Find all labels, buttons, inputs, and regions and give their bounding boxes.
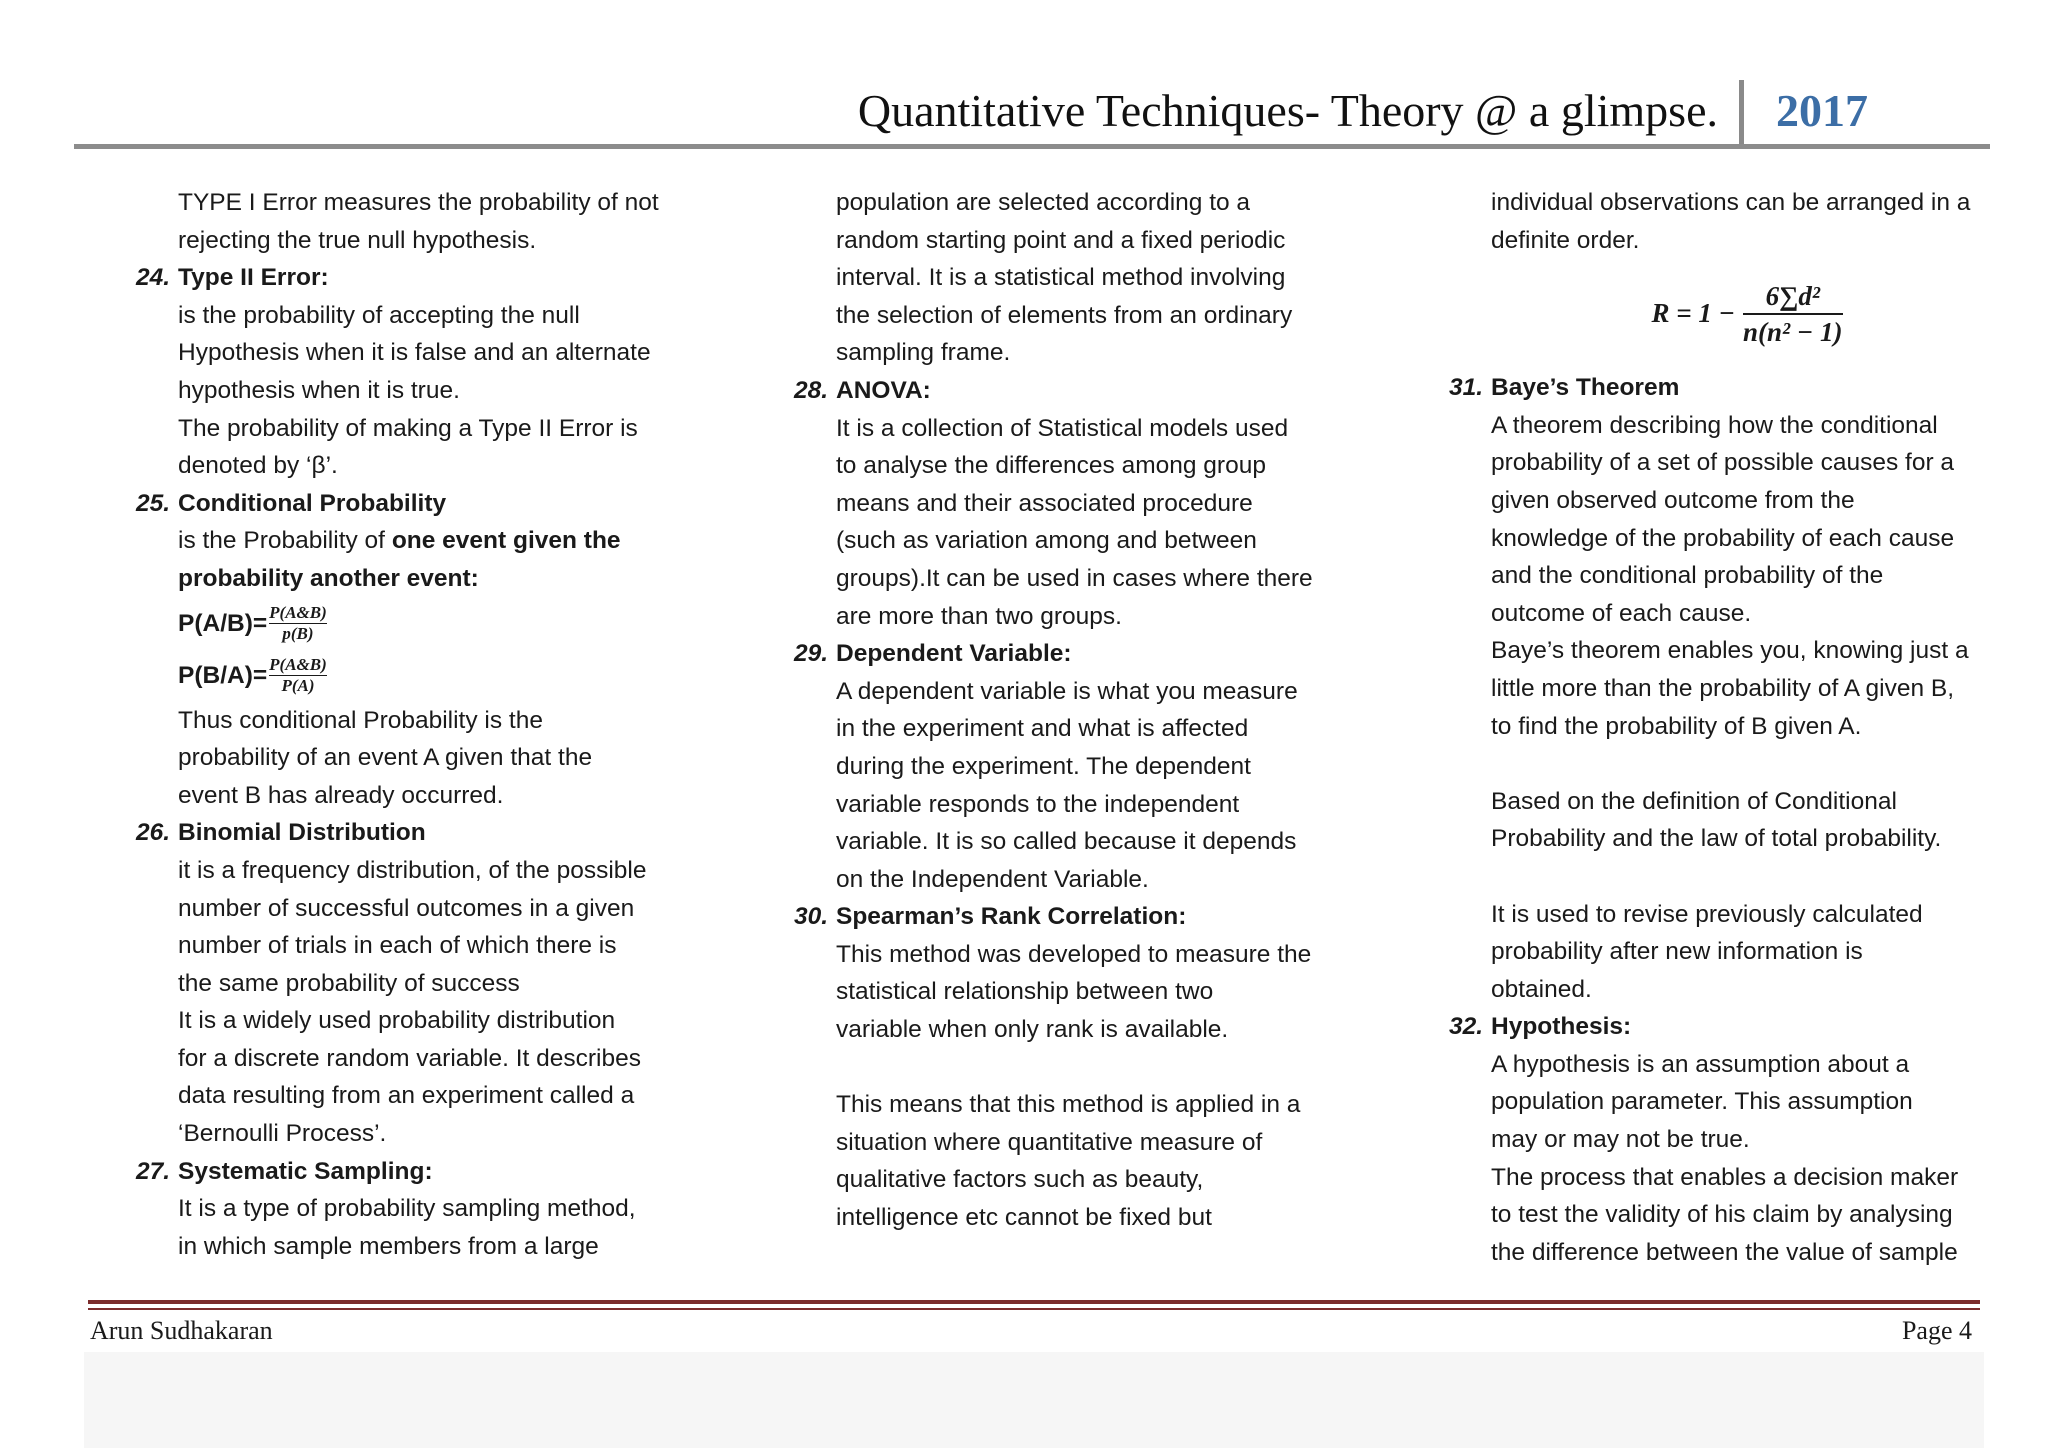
text-line: the same probability of success [178, 969, 520, 997]
formula-p-a-given-b [130, 598, 690, 650]
header-separator [1739, 80, 1744, 148]
footer-author: Arun Sudhakaran [90, 1316, 273, 1345]
text-line: in the experiment and what is affected [836, 715, 1249, 743]
text-line: hypothesis when it is true. [178, 376, 460, 404]
item-title: Dependent Variable: [836, 640, 1072, 668]
text-line: to find the probability of B given A. [1491, 712, 1862, 740]
text-line: population parameter. This assumption [1491, 1088, 1913, 1116]
text-line: It is a widely used probability distribution [178, 1007, 616, 1035]
item-number: 28. [793, 376, 828, 404]
item-heading-29 [788, 635, 1348, 673]
text-line: on the Independent Variable. [836, 865, 1149, 893]
header-rule [74, 144, 1990, 149]
text-line: is the probability of accepting the null [178, 301, 580, 329]
text-line: It is used to revise previously calculated [1491, 900, 1923, 928]
text-line: rejecting the true null hypothesis. [178, 226, 537, 254]
item-heading-24 [130, 259, 690, 297]
text-line: definite order. [1491, 226, 1640, 254]
text-line: little more than the probability of A given B, [1491, 674, 1955, 702]
text-line: to test the validity of his claim by analysing [1491, 1201, 1953, 1229]
item-title: Hypothesis: [1491, 1013, 1632, 1041]
text-line: probability of an event A given that the [178, 744, 593, 772]
item-heading-30 [788, 898, 1348, 936]
text-line: A dependent variable is what you measure [836, 677, 1298, 705]
text-line: Based on the definition of Conditional [1491, 787, 1897, 815]
text-line [130, 522, 690, 560]
text-line: Probability and the law of total probability. [1491, 825, 1942, 853]
text-line: may or may not be true. [1491, 1126, 1750, 1154]
item-number: 26. [135, 819, 170, 847]
text-line: intelligence etc cannot be fixed but [836, 1204, 1212, 1232]
text-line: for a discrete random variable. It describes [178, 1044, 641, 1072]
text-line: obtained. [1491, 975, 1592, 1003]
item-number: 27. [135, 1157, 170, 1185]
paragraph-gap [1443, 745, 2003, 783]
text-line: TYPE I Error measures the probability of not [178, 189, 659, 216]
text-line: qualitative factors such as beauty, [836, 1166, 1204, 1194]
formula-p-b-given-a [130, 650, 690, 702]
fraction-denominator: P(A) [281, 676, 315, 696]
item-heading-26 [130, 814, 690, 852]
formula-fraction [269, 655, 327, 697]
column-1 [130, 184, 690, 1265]
text-line: and the conditional probability of the [1491, 562, 1884, 590]
text-line: Hypothesis when it is false and an alternate [178, 339, 651, 367]
text-line: Baye’s theorem enables you, knowing just a [1491, 637, 1969, 665]
column-2 [788, 184, 1348, 1237]
document-title: Quantitative Techniques- Theory @ a glimpse. [857, 85, 1718, 136]
text-line: the difference between the value of sample [1491, 1238, 1958, 1266]
page-number: Page 4 [1901, 1316, 1972, 1345]
formula-fraction [269, 603, 327, 645]
item-number: 25. [135, 489, 170, 517]
item-number: 24. [135, 264, 170, 292]
text-line: situation where quantitative measure of [836, 1128, 1263, 1156]
text-line: The process that enables a decision maker [1491, 1163, 1959, 1191]
item-title: ANOVA: [836, 376, 931, 404]
item-heading-28 [788, 372, 1348, 410]
text-line: individual observations can be arranged in a [1491, 189, 1971, 216]
fraction-denominator: n(n² − 1) [1743, 317, 1843, 348]
text-line: A hypothesis is an assumption about a [1491, 1050, 1910, 1078]
item-number: 29. [793, 640, 828, 668]
text-line: statistical relationship between two [836, 978, 1214, 1006]
text-line: It is a collection of Statistical models used [836, 414, 1289, 442]
footer-rule-thin [88, 1308, 1980, 1310]
text-line: probability another event: [178, 564, 479, 592]
text-line: during the experiment. The dependent [836, 752, 1251, 780]
text-line: ‘Bernoulli Process’. [178, 1120, 387, 1148]
text-line: (such as variation among and between [836, 527, 1257, 555]
item-heading-31 [1443, 369, 2003, 407]
text-line: number of successful outcomes in a given [178, 894, 635, 922]
bold-text: one event given the [391, 527, 621, 555]
text-line: in which sample members from a large [178, 1232, 599, 1260]
text-line: are more than two groups. [836, 602, 1122, 630]
text-line: groups).It can be used in cases where there [836, 564, 1313, 592]
formula-lhs: P(A/B)= [178, 609, 268, 637]
item-title: Type II Error: [178, 264, 329, 292]
text-line: random starting point and a fixed periodic [836, 226, 1286, 254]
text-line: knowledge of the probability of each cause [1491, 524, 1955, 552]
text-line: event B has already occurred. [178, 781, 504, 809]
text-line: it is a frequency distribution, of the possible [178, 856, 647, 884]
text-line: given observed outcome from the [1491, 486, 1855, 514]
fraction-numerator: 6∑d² [1765, 281, 1820, 312]
text-line: This means that this method is applied in a [836, 1091, 1301, 1119]
item-heading-27 [130, 1153, 690, 1191]
text-line: to analyse the differences among group [836, 452, 1266, 480]
text-line: It is a type of probability sampling method, [178, 1195, 636, 1223]
formula-lhs: R = 1 − [1651, 298, 1736, 329]
item-title: Spearman’s Rank Correlation: [836, 903, 1187, 931]
text-line: sampling frame. [836, 339, 1011, 367]
text-line: number of trials in each of which there is [178, 932, 617, 960]
text-line: variable responds to the independent [836, 790, 1240, 818]
fraction-numerator: P(A&B) [269, 654, 327, 674]
paragraph-gap [1443, 858, 2003, 896]
text-line: variable. It is so called because it depends [836, 828, 1297, 856]
fraction-numerator: P(A&B) [269, 602, 327, 622]
item-number: 32. [1448, 1013, 1483, 1041]
text-line: Thus conditional Probability is the [178, 706, 543, 734]
item-number: 31. [1448, 374, 1483, 402]
text-line: denoted by ‘β’. [178, 452, 338, 480]
text-line: outcome of each cause. [1491, 599, 1752, 627]
formula-lhs: P(B/A)= [178, 661, 268, 689]
item-heading-25 [130, 485, 690, 523]
document-year: 2017 [1776, 85, 1868, 136]
text-line: population are selected according to a [836, 189, 1251, 216]
text-span: is the Probability of [178, 527, 392, 555]
text-line: means and their associated procedure [836, 489, 1253, 517]
footer-rule [88, 1300, 1980, 1304]
item-title: Conditional Probability [178, 489, 447, 517]
footer-band [84, 1352, 1984, 1448]
text-line: interval. It is a statistical method involving [836, 264, 1286, 292]
page-header [74, 80, 1990, 150]
text-line: A theorem describing how the conditional [1491, 411, 1938, 439]
item-heading-32 [1443, 1008, 2003, 1046]
text-line: The probability of making a Type II Error is [178, 414, 638, 442]
text-line: This method was developed to measure the [836, 940, 1312, 968]
item-title: Binomial Distribution [178, 819, 426, 847]
paragraph-gap [788, 1049, 1348, 1087]
spearman-formula [1443, 259, 2003, 369]
text-line: probability after new information is [1491, 938, 1863, 966]
fraction-denominator: p(B) [282, 624, 314, 644]
text-line: data resulting from an experiment called a [178, 1082, 635, 1110]
item-number: 30. [793, 903, 828, 931]
text-line: probability of a set of possible causes for a [1491, 449, 1955, 477]
item-title: Baye’s Theorem [1491, 374, 1680, 402]
text-line: the selection of elements from an ordinary [836, 301, 1293, 329]
item-title: Systematic Sampling: [178, 1157, 433, 1185]
formula-fraction [1743, 279, 1842, 349]
column-3 [1443, 184, 2003, 1271]
text-line: variable when only rank is available. [836, 1016, 1229, 1044]
